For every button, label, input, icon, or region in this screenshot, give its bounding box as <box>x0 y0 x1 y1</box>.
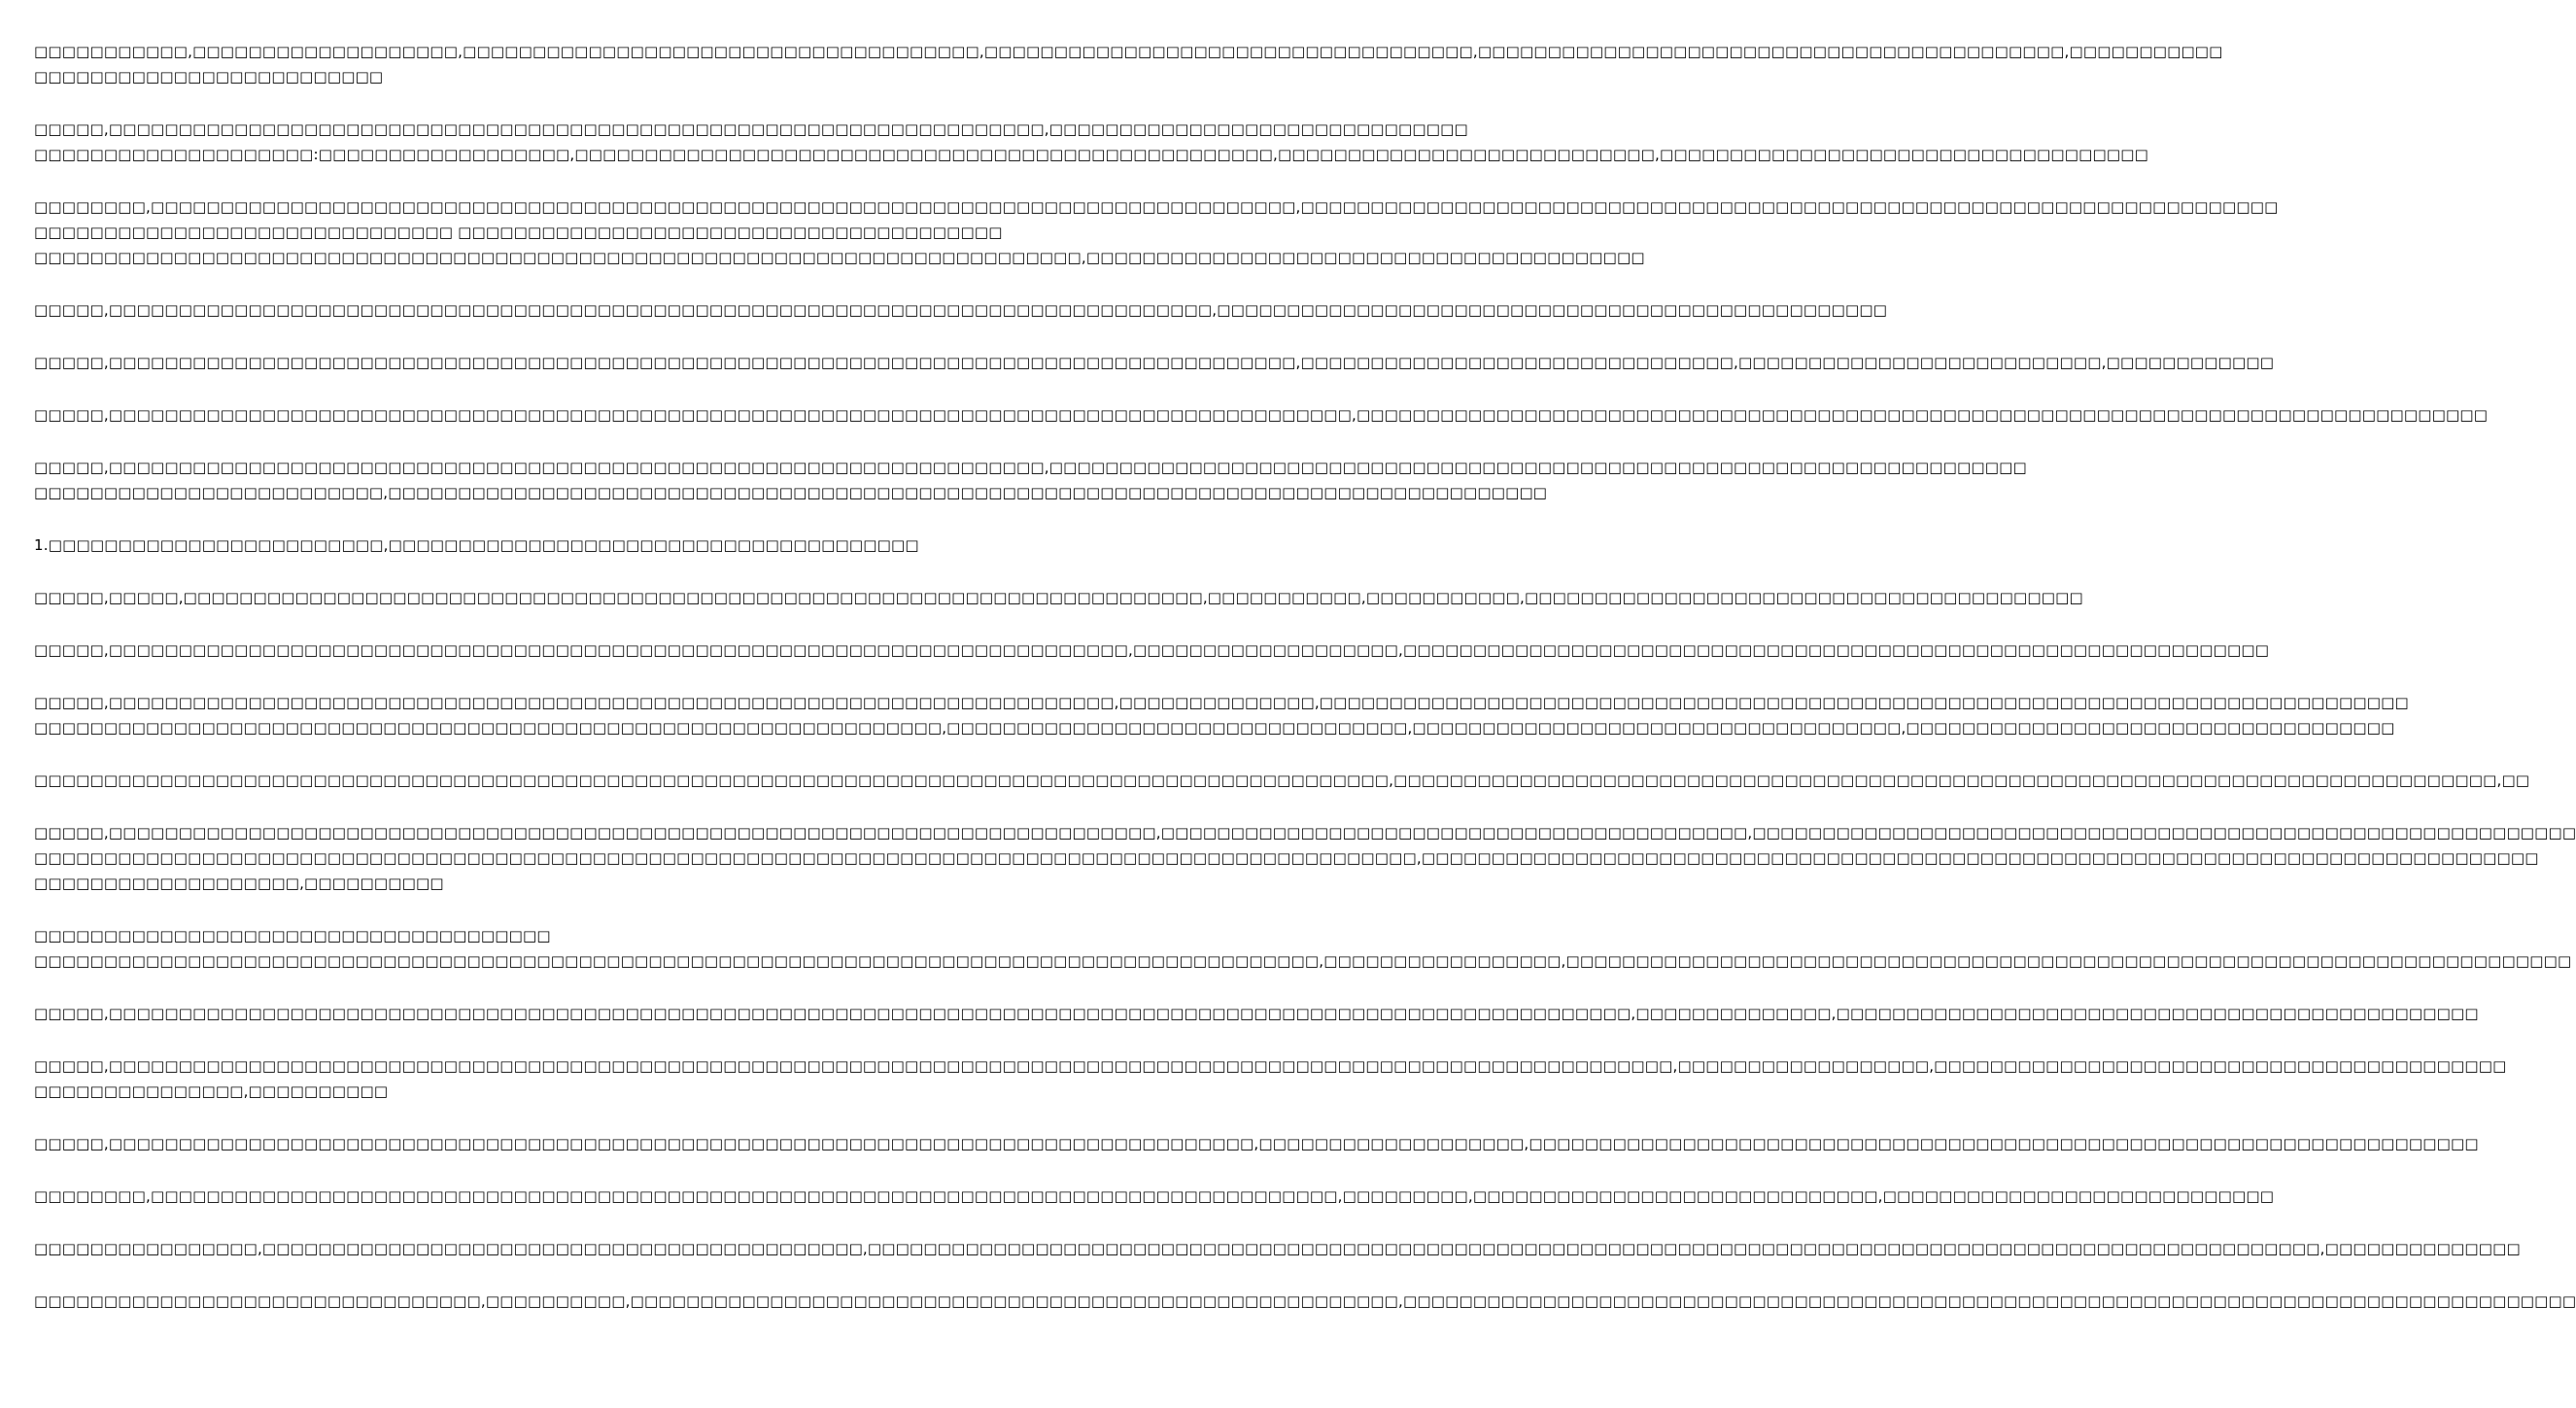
text-line: □□□□□,□□□□□□□□□□□□□□□□□□□□□□□□□□□□□□□□□□□□□□□□□□□□□□□□□□□□□□□□□□□□□□□□□□□□□□□□□,□□□□□□□□□□□□□□□□□□□,□□□□□□□□□□□□□□□□□□□□□□□□□□□□□□□□□□□□□□□□□□□□□□□□□□□□□□□□□□□□□□ <box>34 641 2270 659</box>
text-line: □□□□□□□□□□□□□□□□,□□□□□□□□□□□□□□□□□□□□□□□□□□□□□□□□□□□□□□□□□□□,□□□□□□□□□□□□□□□□□□□□□□□□□□□□□□□□□□□□□□□□□□□□□□□□□□□□□□□□□□□□□□□□□□□□□□□□□□□□□□□□□□□□□□□□□□□□□□□□□□□□□□□□,□□□□□□□□□□□□□□ <box>34 1240 2521 1257</box>
text-line: □□□□□□□□□□□□□□□□□□□□□□□□□□□□□□□□□□□□□□□□□□□□□□□□□□□□□□□□□□□□□□□□□,□□□□□□□□□□□□□□□□□□□□□□□□□□□□□□□□□,□□□□□□□□□□□□□□□□□□□□□□□□□□□□□□□□□□□,□□□□□□□□□□□□□□□□□□□□□□□□□□□□□□□□□□□ <box>34 719 2395 737</box>
text-line: □□□□□□□□□□□□□□□,□□□□□□□□□□ <box>34 1082 389 1100</box>
text-line: □□□□□□□□□□□□□□□□□□□□□□□□□ <box>34 68 384 86</box>
text-line: □□□□□□□□□□□□□□□□□□□□□□□□□□□□□□□□□□□□□□□□□□□□□□□□□□□□□□□□□□□□□□□□□□□□□□□□□□□□□□□□□□□□□□□□□□□□,□□□□□□□□□□□□□□□□□,□□□□□□□□□□□□□□□□□□□□□□□□□□□□□□□□□□□□□□□□□□□□□□□□□□□□□□□□□□□□□□□□□□□□□□□□ <box>34 952 2572 970</box>
text-line: □□□□□,□□□□□□□□□□□□□□□□□□□□□□□□□□□□□□□□□□□□□□□□□□□□□□□□□□□□□□□□□□□□□□□□□□□□□□□□□□□□□□□,□□□□□□□□□□□□□□□□□□□□□□□□□□□□□□□□□□□□□□□□□□□□□□□□ <box>34 301 1888 319</box>
text-line: □□□□□,□□□□□□□□□□□□□□□□□□□□□□□□□□□□□□□□□□□□□□□□□□□□□□□□□□□□□□□□□□□□□□□□□□□□□□□□□□□□□□□□□□□□□,□□□□□□□□□□□□□□□□□□□□□□□□□□□□□□□,□□□□□□□□□□□□□□□□□□□□□□□□□□,□□□□□□□□□□□□ <box>34 354 2275 371</box>
paragraph <box>34 585 2083 610</box>
paragraph <box>34 1131 2479 1156</box>
text-line: □□□□□□□□,□□□□□□□□□□□□□□□□□□□□□□□□□□□□□□□□□□□□□□□□□□□□□□□□□□□□□□□□□□□□□□□□□□□□□□□□□□□□□□□□□□,□□□□□□□□□□□□□□□□□□□□□□□□□□□□□□□□□□□□□□□□□□□□□□□□□□□□□□□□□□□□□□□□□□□□□□ <box>34 198 2279 216</box>
text-line: □□□□□□□□□□□□□□□□□□□□□□□□□□□□□□□□□□□□□□□□□□□□□□□□□□□□□□□□□□□□□□□□□□□□□□□□□□□□□□□□□□□□□□□□□□□□□□□□□□□,□□□□□□□□□□□□□□□□□□□□□□□□□□□□□□□□□□□□□□□□□□□□□□□□□□□□□□□□□□□□□□□□□□□□□□□□□□□□□□□□ <box>34 849 2539 867</box>
paragraph <box>34 820 2576 896</box>
paragraph <box>34 297 1888 323</box>
paragraph <box>34 117 2149 167</box>
paragraph <box>34 350 2275 375</box>
paragraph <box>34 1184 2275 1209</box>
text-line: □□□□□,□□□□□□□□□□□□□□□□□□□□□□□□□□□□□□□□□□□□□□□□□□□□□□□□□□□□□□□□□□□□□□□□□□□□□□□□□□□□□□□□□□□□□□□□□□□□□□□□□□□□□□□□□□□□□□□□,□□□□□□□□□□□□□□□□□□,□□□□□□□□□□□□□□□□□□□□□□□□□□□□□□□□□□□□□□□□□ <box>34 1057 2507 1075</box>
paragraph <box>34 768 2530 793</box>
text-line: □□□□□□□□□□□□□□□□□□□□□□□□□□□□□□□□□□□□□□□□□□□□□□□□□□□□□□□□□□□□□□□□□□□□□□□□□□□□□□□□□□□□□□□□□□□□□□□□□,□□□□□□□□□□□□□□□□□□□□□□□□□□□□□□□□□□□□□□□□□□□□□□□□□□□□□□□□□□□□□□□□□□□□□□□□□□□□□□□,□□ <box>34 772 2530 789</box>
text-line: □□□□□□□□□□□□□□□□□□□□□□□□□□□□□□□□,□□□□□□□□□□,□□□□□□□□□□□□□□□□□□□□□□□□□□□□□□□□□□□□□□□□□□□□□□□□□□□□□□□,□□□□□□□□□□□□□□□□□□□□□□□□□□□□□□□□□□□□□□□□□□□□□□□□□□□□□□□□□□□□□□□□□□□□□□□□□□□□□□□□□□□□ <box>34 1292 2576 1310</box>
text-line: □□□□□,□□□□□□□□□□□□□□□□□□□□□□□□□□□□□□□□□□□□□□□□□□□□□□□□□□□□□□□□□□□□□□□□□□□□□□□□□□□,□□□□□□□□□□□□□□□□□□□□□□□□□□□□□□□□□□□□□□□□□□,□□□□□□□□□□□□□□□□□□□□□□□□□□□□□□□□□□□□□□□□□□□□□□□□□□□□□□□□□□□ <box>34 824 2576 841</box>
paragraph <box>34 1236 2521 1261</box>
text-line: □□□□□,□□□□□□□□□□□□□□□□□□□□□□□□□□□□□□□□□□□□□□□□□□□□□□□□□□□□□□□□□□□□□□□□□□□□□□□□,□□□□□□□□□□□□□□,□□□□□□□□□□□□□□□□□□□□□□□□□□□□□□□□□□□□□□□□□□□□□□□□□□□□□□□□□□□□□□□□□□□□□□□□□□□□□□ <box>34 694 2409 711</box>
paragraph <box>34 637 2270 663</box>
paragraph <box>34 194 2279 270</box>
text-line: □□□□□,□□□□□□□□□□□□□□□□□□□□□□□□□□□□□□□□□□□□□□□□□□□□□□□□□□□□□□□□□□□□□□□□□□□□□□□□□□□□□□□□□□,□□□□□□□□□□□□□□□□□□□,□□□□□□□□□□□□□□□□□□□□□□□□□□□□□□□□□□□□□□□□□□□□□□□□□□□□□□□□□□□□□□□□□□□□ <box>34 1135 2479 1152</box>
paragraph <box>34 923 2572 974</box>
text-line: □□□□□□□□,□□□□□□□□□□□□□□□□□□□□□□□□□□□□□□□□□□□□□□□□□□□□□□□□□□□□□□□□□□□□□□□□□□□□□□□□□□□□□□□□□□□□□,□□□□□□□□□,□□□□□□□□□□□□□□□□□□□□□□□□□□□□□,□□□□□□□□□□□□□□□□□□□□□□□□□□□□ <box>34 1187 2275 1205</box>
paragraph <box>34 39 2223 89</box>
text-line: □□□□□□□□□□□□□□□□□□□□□□□□□,□□□□□□□□□□□□□□□□□□□□□□□□□□□□□□□□□□□□□□□□□□□□□□□□□□□□□□□□□□□□□□□□□□□□□□□□□□□□□□□□□□□ <box>34 484 1548 501</box>
text-line: □□□□□□□□□□□□□□□□□□□□□□□□□□□□□□ □□□□□□□□□□□□□□□□□□□□□□□□□□□□□□□□□□□□□□□ <box>34 223 1003 241</box>
paragraph <box>34 1053 2507 1104</box>
text-line: □□□□□,□□□□□□□□□□□□□□□□□□□□□□□□□□□□□□□□□□□□□□□□□□□□□□□□□□□□□□□□□□□□□□□□□□□,□□□□□□□□□□□□□□□□□□□□□□□□□□□□□□□□□□□□□□□□□□□□□□□□□□□□□□□□□□□□□□□□□□□□□□ <box>34 459 2027 476</box>
text-line: □□□□□,□□□□□□□□□□□□□□□□□□□□□□□□□□□□□□□□□□□□□□□□□□□□□□□□□□□□□□□□□□□□□□□□□□□,□□□□□□□□□□□□□□□□□□□□□□□□□□□□□□ <box>34 120 1468 138</box>
text-line: □□□□□,□□□□□□□□□□□□□□□□□□□□□□□□□□□□□□□□□□□□□□□□□□□□□□□□□□□□□□□□□□□□□□□□□□□□□□□□□□□□□□□□□□□□□□□□□□□□□□□□□□□□□□□□□□□□□,□□□□□□□□□□□□□□,□□□□□□□□□□□□□□□□□□□□□□□□□□□□□□□□□□□□□□□□□□□□□□ <box>34 1005 2479 1022</box>
paragraph <box>34 532 961 558</box>
paragraph <box>34 1001 2479 1026</box>
paragraph <box>34 402 2489 428</box>
text-line: □□□□□□□□□□□,□□□□□□□□□□□□□□□□□□□,□□□□□□□□□□□□□□□□□□□□□□□□□□□□□□□□□□□□□,□□□□□□□□□□□□□□□□□□□□□□□□□□□□□□□□□□□,□□□□□□□□□□□□□□□□□□□□□□□□□□□□□□□□□□□□□□□□□□,□□□□□□□□□□□ <box>34 43 2223 60</box>
text-line: □□□□□,□□□□□,□□□□□□□□□□□□□□□□□□□□□□□□□□□□□□□□□□□□□□□□□□□□□□□□□□□□□□□□□□□□□□□□□□□□□□□□□,□□□□□□□□□□□,□□□□□□□□□□□,□□□□□□□□□□□□□□□□□□□□□□□□□□□□□□□□□□□□□□□□ <box>34 589 2083 606</box>
text-line: 1.□□□□□□□□□□□□□□□□□□□□□□□□,□□□□□□□□□□□□□□□□□□□□□□□□□□□□□□□□□□□□□□ <box>34 536 919 554</box>
text-line: □□□□□□□□□□□□□□□□□□□,□□□□□□□□□□ <box>34 875 444 892</box>
paragraph <box>34 455 2027 505</box>
text-line: □□□□□□□□□□□□□□□□□□□□□□□□□□□□□□□□□□□□□ <box>34 927 551 944</box>
text-line: □□□□□□□□□□□□□□□□□□□□:□□□□□□□□□□□□□□□□□□,□□□□□□□□□□□□□□□□□□□□□□□□□□□□□□□□□□□□□□□□□□□□□□□□□□,□□□□□□□□□□□□□□□□□□□□□□□□□□□,□□□□□□□□□□□□□□□□□□□□□□□□□□□□□□□□□□□ <box>34 146 2149 163</box>
text-line: □□□□□□□□□□□□□□□□□□□□□□□□□□□□□□□□□□□□□□□□□□□□□□□□□□□□□□□□□□□□□□□□□□□□□□□□□□□,□□□□□□□□□□□□□□□□□□□□□□□□□□□□□□□□□□□□□□□□ <box>34 249 1645 266</box>
document-body <box>34 39 2576 1341</box>
paragraph <box>34 690 2409 740</box>
text-line: □□□□□,□□□□□□□□□□□□□□□□□□□□□□□□□□□□□□□□□□□□□□□□□□□□□□□□□□□□□□□□□□□□□□□□□□□□□□□□□□□□□□□□□□□□□□□□□,□□□□□□□□□□□□□□□□□□□□□□□□□□□□□□□□□□□□□□□□□□□□□□□□□□□□□□□□□□□□□□□□□□□□□□□□□□□□□□□□□ <box>34 406 2489 424</box>
paragraph <box>34 1288 2576 1314</box>
